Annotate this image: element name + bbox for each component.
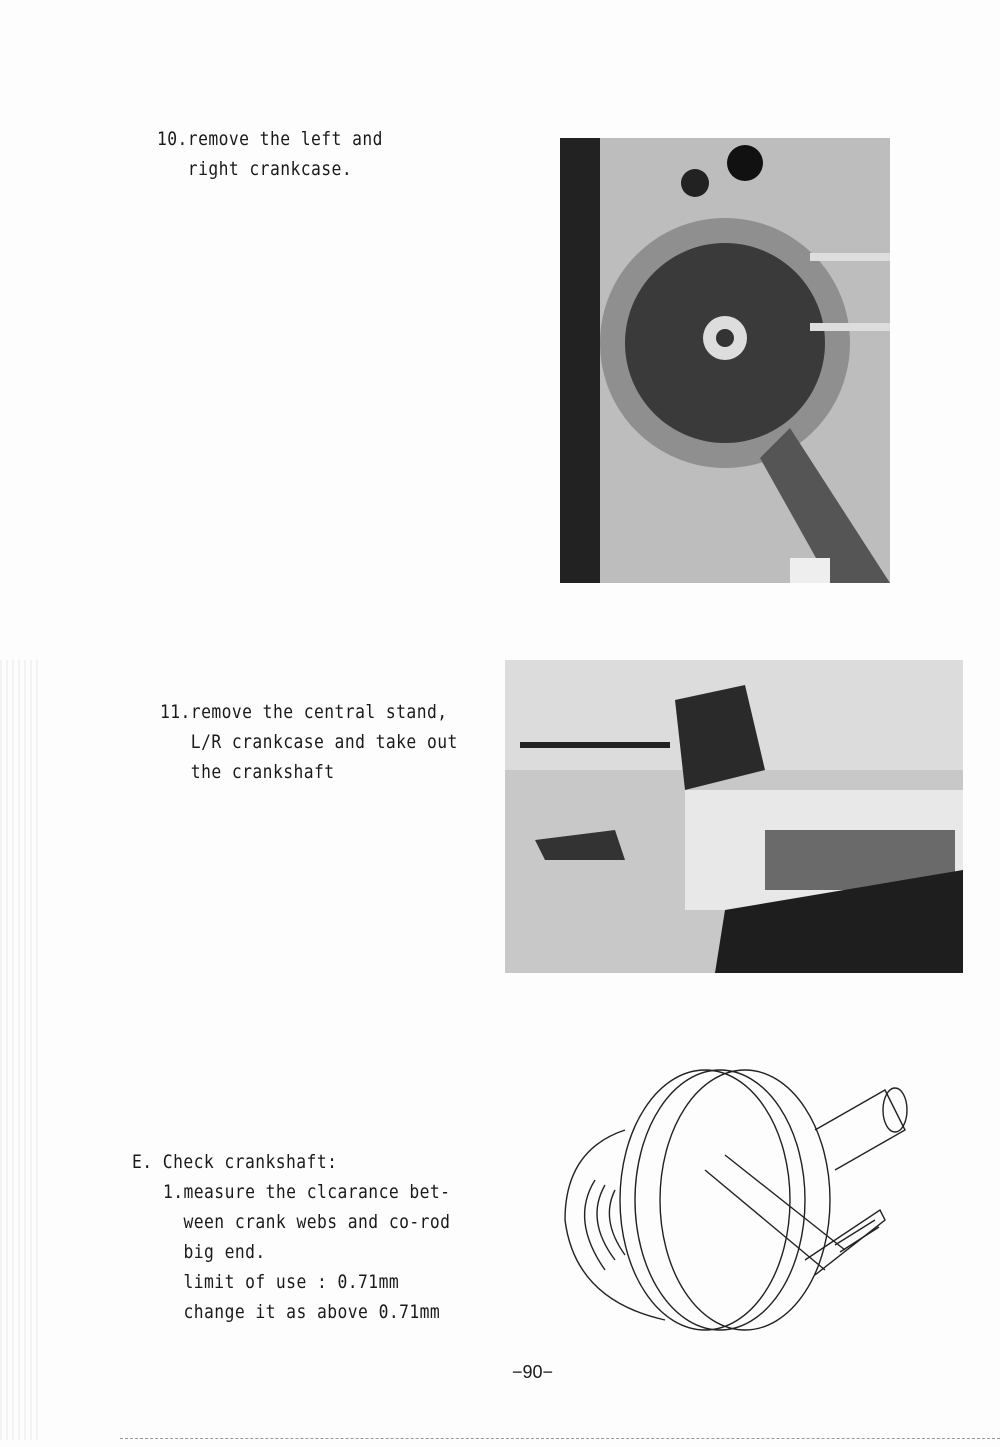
section-heading: E. Check crankshaft: <box>132 1151 338 1173</box>
text-line: L/R crankcase and take out <box>160 731 458 753</box>
crankshaft-removal-photo <box>505 660 963 973</box>
crankcase-photo <box>560 138 890 583</box>
scan-bottom-line <box>120 1438 1000 1439</box>
scan-edge-noise <box>0 660 40 1440</box>
text-line: 1.measure the clcarance bet- <box>162 1181 451 1203</box>
text-line: 11.remove the central stand, <box>160 701 448 723</box>
text-line: big end. <box>162 1241 266 1263</box>
text-line: ween crank webs and co-rod <box>162 1211 451 1233</box>
page-number: −90− <box>512 1362 554 1382</box>
text-line: the crankshaft <box>160 761 335 783</box>
crankshaft-clearance-diagram <box>545 1060 925 1335</box>
text-line: right crankcase. <box>157 158 353 180</box>
text-line: 10.remove the left and <box>157 128 383 150</box>
text-line: change it as above 0.71mm <box>162 1301 441 1323</box>
text-line: limit of use : 0.71mm <box>162 1271 400 1293</box>
step-10-text <box>157 124 383 184</box>
section-e <box>132 1147 450 1327</box>
step-11-text <box>160 697 458 787</box>
